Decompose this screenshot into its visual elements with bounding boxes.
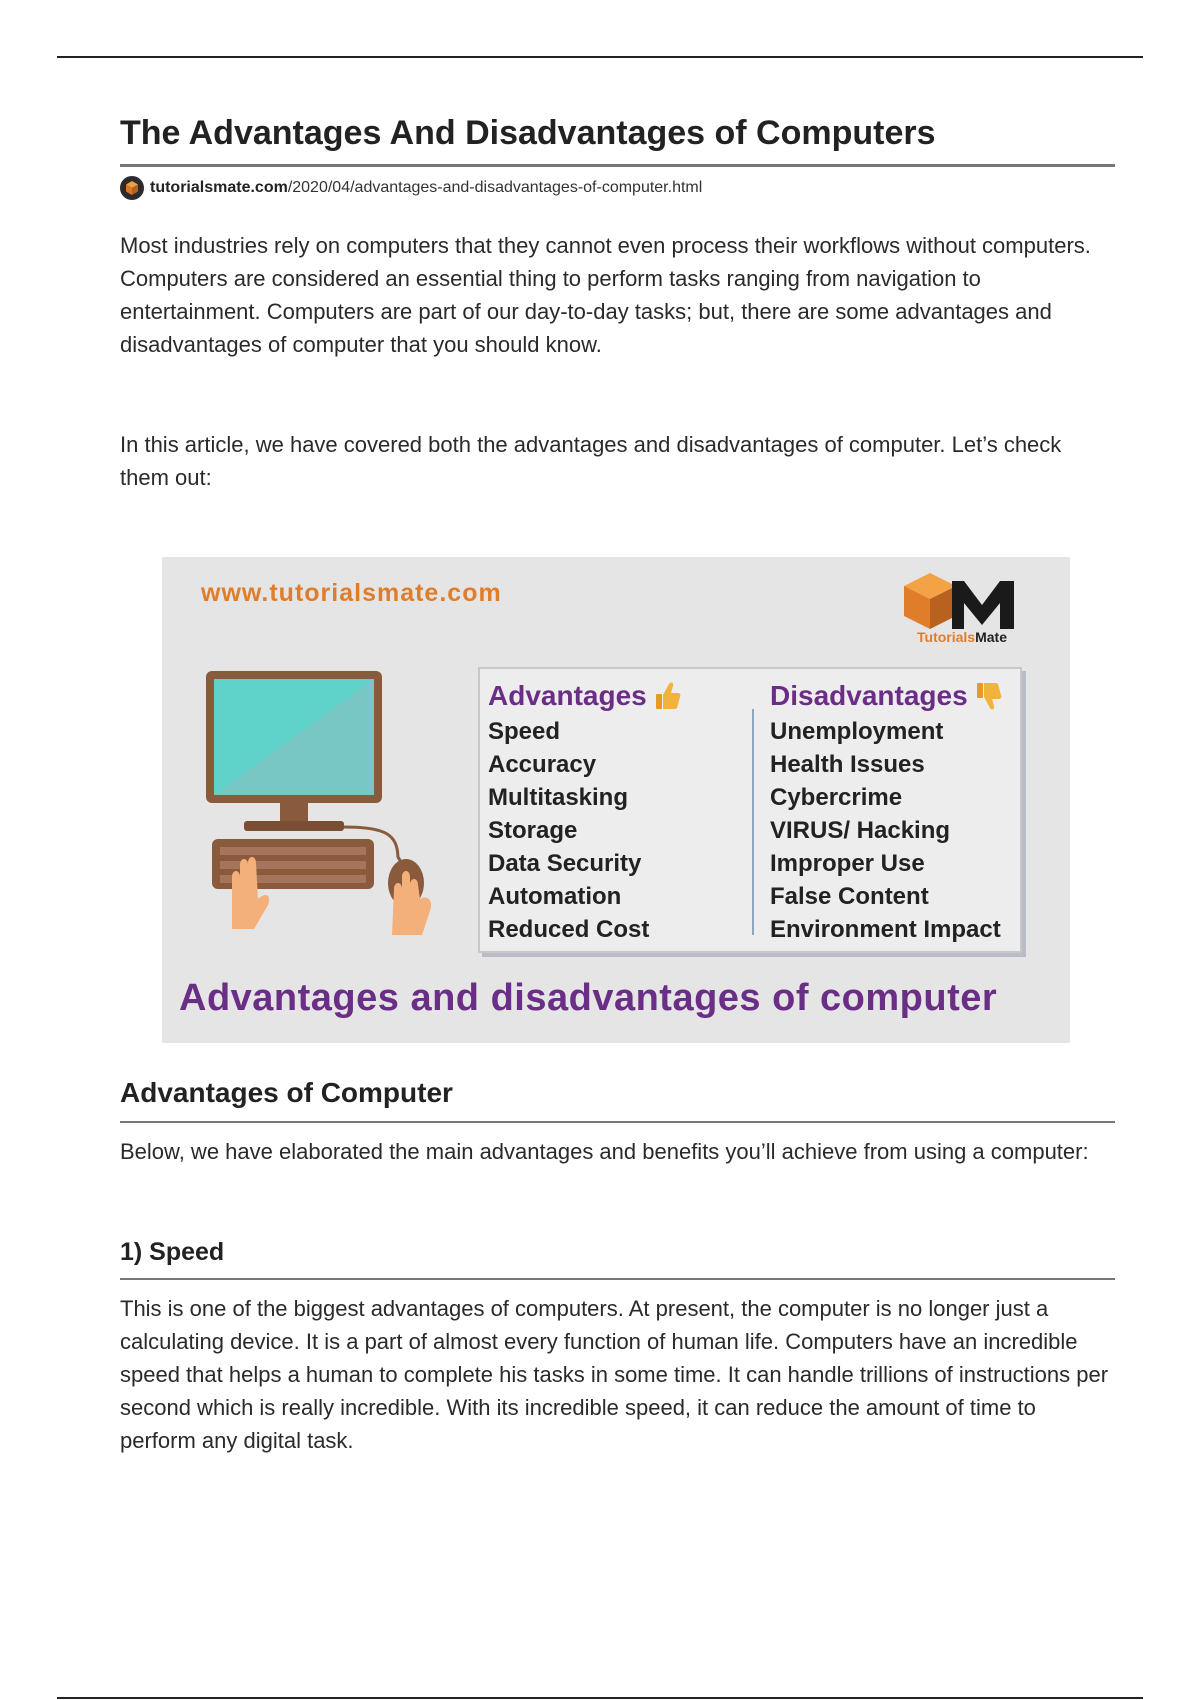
top-divider [57, 56, 1143, 58]
computer-illustration-icon [202, 667, 442, 947]
column-divider [752, 709, 754, 935]
intro-paragraph: Most industries rely on computers that they cannot even process their workflows without computers. Computers are considered an essential thing to perform tasks ranging from navigation to entertainment. Computers are part of our day-to-day tasks; but, there are some advantages and disadvantages of computer that you should know. [120, 233, 1091, 357]
disadvantage-item: False Content [770, 883, 929, 910]
section-intro: Below, we have elaborated the main advantages and benefits you’ll achieve from using a computer: [120, 1139, 1089, 1164]
advantage-item: Storage [488, 817, 578, 844]
disadvantages-column [770, 677, 1002, 946]
advantages-column [488, 677, 681, 946]
advantages-heading [488, 677, 681, 715]
advantage-item: Automation [488, 883, 622, 910]
thumbs-up-icon [655, 681, 681, 711]
advantage-item: Reduced Cost [488, 916, 650, 943]
logo-text-primary: Tutorials [917, 629, 976, 645]
advantages-list [488, 715, 681, 946]
source-path[interactable]: /2020/04/advantages-and-disadvantages-of-computer.html [287, 179, 703, 196]
banner-site-url: www.tutorialsmate.com [201, 579, 502, 607]
tutorialsmate-logo [902, 571, 1022, 647]
bottom-divider [57, 1697, 1143, 1699]
advantage-item: Speed [488, 718, 561, 745]
disadvantage-item: Unemployment [770, 718, 944, 745]
disadvantages-heading-text: Disadvantages [770, 680, 968, 711]
advantage-item: Data Security [488, 850, 642, 877]
section-heading: Advantages of Computer [120, 1073, 1115, 1123]
tutorialsmate-favicon-icon [120, 176, 144, 200]
article [120, 110, 1115, 1457]
advantage-item: Multitasking [488, 784, 629, 811]
disadvantage-item: Health Issues [770, 751, 925, 778]
tutorialsmate-logo-icon [902, 571, 1022, 631]
page-title: The Advantages And Disadvantages of Computers [120, 110, 1115, 167]
disadvantages-list [770, 715, 1002, 946]
disadvantage-item: Cybercrime [770, 784, 903, 811]
disadvantage-item: VIRUS/ Hacking [770, 817, 951, 844]
thumbs-down-icon [976, 681, 1002, 711]
subsection-paragraph: This is one of the biggest advantages of computers. At present, the computer is no longer just a calculating device. It is a part of almost every function of human life. Computers have an incredible speed that helps a human to complete his tasks in some time. It can handle trillions of instructions per second which is really incredible. With its incredible speed, it can reduce the amount of time to perform any digital task. [120, 1296, 1109, 1453]
subsection-heading: 1) Speed [120, 1234, 1115, 1280]
logo-wordmark [902, 629, 1022, 645]
source-line[interactable] [120, 175, 1115, 201]
disadvantages-heading [770, 677, 1002, 715]
logo-text-secondary: Mate [975, 629, 1007, 645]
disadvantage-item: Environment Impact [770, 916, 1001, 943]
source-domain[interactable]: tutorialsmate.com [150, 179, 288, 196]
article-banner-image [162, 557, 1070, 1043]
advantages-heading-text: Advantages [488, 680, 647, 711]
advantage-item: Accuracy [488, 751, 597, 778]
disadvantage-item: Improper Use [770, 850, 925, 877]
banner-caption: Advantages and disadvantages of computer [179, 977, 998, 1019]
pros-cons-panel [478, 667, 1022, 953]
lead-paragraph: In this article, we have covered both the advantages and disadvantages of computer. Let’s check them out: [120, 432, 1062, 490]
